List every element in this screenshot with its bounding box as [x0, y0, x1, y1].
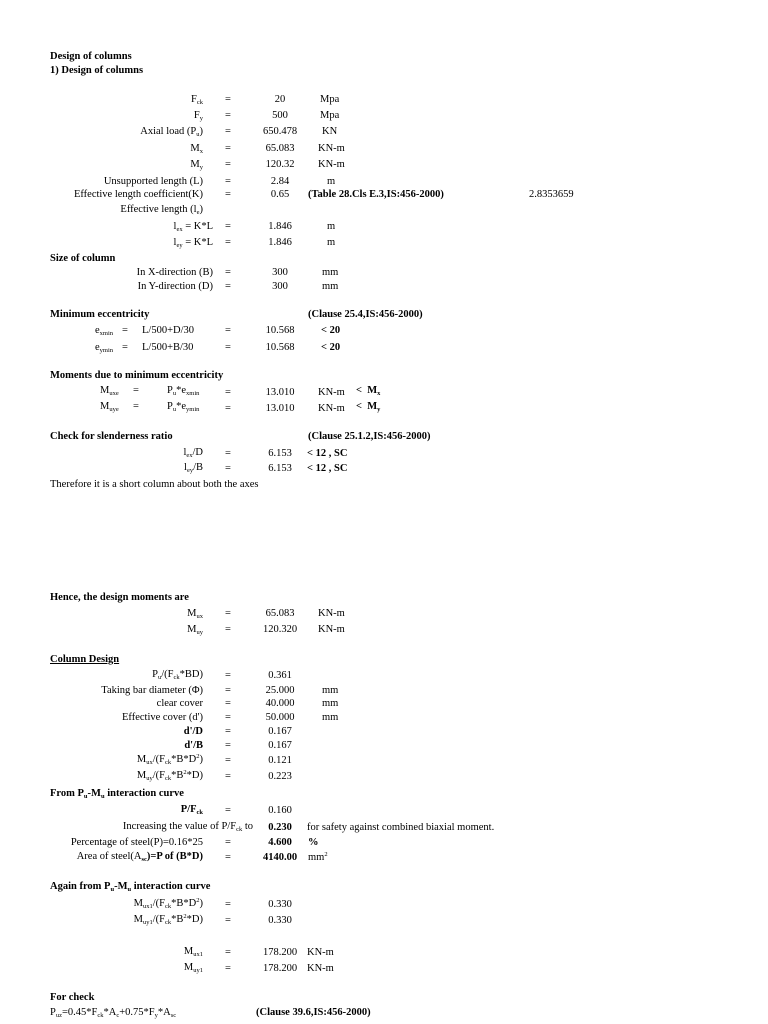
interaction-curve-2-heading: Again from $P_u-M_u$ interaction curve [50, 881, 211, 893]
lex-d-value: 6.153 [268, 448, 292, 459]
short-column-conclusion: Therefore it is a short column about both the axes [50, 479, 259, 490]
equals-sign: = [225, 670, 231, 681]
mux1-ratio-label: $M_{ux1}/(F_{ck}*B*D^2)$ [133, 897, 203, 910]
column-design-heading: Column Design [50, 654, 120, 665]
pu-ratio-value: 0.361 [268, 670, 292, 681]
mux1-value: 178.200 [262, 947, 298, 958]
equals-sign: = [225, 281, 231, 292]
effective-cover-unit: mm [322, 712, 339, 723]
mx-unit: KN-m [318, 143, 345, 154]
fy-value: 500 [272, 110, 288, 121]
equals-sign: = [225, 403, 231, 414]
k-side-value: 2.8353659 [529, 189, 574, 200]
equals-sign: = [225, 726, 231, 737]
k-reference: (Table 28.Cls E.3,IS:456-2000) [308, 189, 444, 200]
d-prime-b-label: d'/B [184, 740, 203, 751]
interaction-curve-heading: From $P_u-M_u$ interaction curve [50, 788, 184, 800]
slenderness-heading: Check for slenderness ratio [50, 431, 173, 442]
equals-sign: = [225, 126, 231, 137]
ley-b-value: 6.153 [268, 463, 292, 474]
equals-sign: = [225, 712, 231, 723]
equals-sign: = [225, 963, 231, 974]
muy-label: $M_{uy}$ [187, 624, 203, 636]
steel-percentage-unit: % [308, 837, 319, 848]
section-title: 1) Design of columns [50, 65, 144, 76]
steel-area-unit: $mm^2$ [308, 851, 328, 863]
bar-diameter-unit: mm [322, 685, 339, 696]
equals-sign: = [225, 94, 231, 105]
equals-sign: = [225, 698, 231, 709]
muxe-label: $M_{uxe}$ [100, 385, 119, 397]
steel-percentage-label: Percentage of steel(P)=0.16*25 [70, 837, 203, 848]
pu-ratio-label: $P_u/(F_{ck}*BD)$ [152, 669, 203, 681]
equals-sign: = [225, 342, 231, 353]
fck-value: 20 [274, 94, 286, 105]
check-heading: For check [50, 992, 95, 1003]
unsupported-length-value: 2.84 [270, 176, 290, 187]
p-fck-value: 0.160 [268, 805, 292, 816]
mux1-unit: KN-m [307, 947, 334, 958]
equals-sign: = [225, 947, 231, 958]
increase-value: 0.230 [268, 822, 292, 833]
axial-load-label: Axial load $(P_u)$ [140, 126, 203, 138]
d-label: In Y-direction (D) [137, 281, 213, 292]
design-moments-heading: Hence, the design moments are [50, 592, 189, 603]
eymin-formula: L/500+B/30 [142, 342, 194, 353]
p-fck-label: $P/F_{ck}$ [180, 804, 203, 816]
steel-area-value: 4140.00 [262, 852, 298, 863]
fy-unit: Mpa [320, 110, 340, 121]
equals-sign: = [225, 237, 231, 248]
muy1-label: $M_{uy1}$ [183, 962, 203, 974]
equals-sign: = [225, 387, 231, 398]
equals-sign: = [225, 608, 231, 619]
lex-label: $l_{ex} = K*L$ [173, 221, 213, 233]
ley-label: $l_{ey} = K*L$ [173, 237, 213, 249]
my-unit: KN-m [318, 159, 345, 170]
lex-value: 1.846 [268, 221, 292, 232]
axial-load-unit: KN [322, 126, 338, 137]
check-reference: (Clause 39.6,IS:456-2000) [256, 1007, 371, 1018]
exmin-value: 10.568 [265, 325, 295, 336]
b-label: In X-direction (B) [136, 267, 213, 278]
increase-note: for safety against combined biaxial moment. [307, 822, 495, 833]
muy1-unit: KN-m [307, 963, 334, 974]
axial-load-value: 650.478 [262, 126, 298, 137]
equals-sign: = [225, 755, 231, 766]
eymin-label: $e_{ymin}$ [95, 342, 114, 354]
exmin-formula: L/500+D/30 [142, 325, 195, 336]
ley-b-label: $l_{ey}/B$ [184, 462, 203, 474]
mux-label: $M_{ux}$ [187, 608, 203, 620]
equals-sign: = [225, 915, 231, 926]
mux1-label: $M_{ux1}$ [183, 946, 203, 958]
slenderness-reference: (Clause 25.1.2,IS:456-2000) [308, 431, 431, 442]
effective-cover-label: Effective cover (d') [122, 712, 203, 723]
eymin-value: 10.568 [265, 342, 295, 353]
my-label: $M_y$ [190, 159, 203, 171]
clear-cover-unit: mm [322, 698, 339, 709]
muye-eq: = [133, 401, 139, 412]
d-value: 300 [272, 281, 288, 292]
equals-sign: = [225, 852, 231, 863]
muy-value: 120.320 [262, 624, 298, 635]
mx-label: $M_x$ [190, 143, 203, 155]
equals-sign: = [225, 899, 231, 910]
eymin-eq: = [122, 342, 128, 353]
lex-d-compare: < 12 , SC [307, 448, 348, 459]
fy-label: $F_y$ [193, 110, 203, 122]
bar-diameter-label: Taking bar diameter (Φ) [101, 685, 203, 696]
muy-unit: KN-m [318, 624, 345, 635]
steel-area-label: Area of $steel(A_{sc})=P$ of (B*D) [76, 851, 203, 863]
lex-unit: m [327, 221, 336, 232]
muye-value: 13.010 [265, 403, 295, 414]
mux1-ratio-value: 0.330 [268, 899, 292, 910]
increase-label: Increasing the value of $P/F_{ck}$ to [122, 821, 253, 833]
mux-unit: KN-m [318, 608, 345, 619]
eymin-compare: < 20 [321, 342, 341, 353]
muy1-ratio-value: 0.330 [268, 915, 292, 926]
equals-sign: = [225, 685, 231, 696]
puz-formula: $P_{uz}=0.45*F_{ck}*A_c+0.75*F_y*A_{sc}$ [50, 1007, 177, 1019]
unsupported-length-label: Unsupported length (L) [103, 176, 203, 187]
ley-b-compare: < 12 , SC [307, 463, 348, 474]
muxe-eq: = [133, 385, 139, 396]
equals-sign: = [225, 267, 231, 278]
k-label: Effective length coefficient(K) [73, 189, 203, 200]
clear-cover-value: 40.000 [265, 698, 295, 709]
muxe-compare: < $M_x$ [356, 385, 381, 397]
muye-formula: $P_u*e_{ymin}$ [167, 401, 200, 413]
unsupported-length-unit: m [327, 176, 336, 187]
ley-value: 1.846 [268, 237, 292, 248]
d-prime-d-label: d'/D [183, 726, 203, 737]
fck-label: $F_{ck}$ [191, 94, 203, 106]
equals-sign: = [225, 463, 231, 474]
muxe-value: 13.010 [265, 387, 295, 398]
d-prime-b-value: 0.167 [268, 740, 292, 751]
exmin-label: $e_{xmin}$ [95, 325, 114, 337]
equals-sign: = [225, 805, 231, 816]
equals-sign: = [225, 176, 231, 187]
ecc-reference: (Clause 25.4,IS:456-2000) [308, 309, 423, 320]
equals-sign: = [225, 837, 231, 848]
d-prime-d-value: 0.167 [268, 726, 292, 737]
muye-label: $M_{uye}$ [100, 401, 119, 413]
equals-sign: = [225, 159, 231, 170]
mux-ratio-value: 0.121 [268, 755, 292, 766]
muxe-formula: $P_u*e_{xmin}$ [167, 385, 200, 397]
muye-compare: < $M_y$ [356, 401, 381, 413]
mux-value: 65.083 [265, 608, 295, 619]
equals-sign: = [225, 221, 231, 232]
exmin-eq: = [122, 325, 128, 336]
page-title: Design of columns [50, 51, 132, 62]
muy-ratio-label: $M_{uy}/(F_{ck}*B^2*D)$ [136, 769, 203, 782]
muye-unit: KN-m [318, 403, 345, 414]
equals-sign: = [225, 110, 231, 121]
steel-percentage-value: 4.600 [268, 837, 292, 848]
equals-sign: = [225, 448, 231, 459]
muy1-ratio-label: $M_{uy1}/(F_{ck}*B^2*D)$ [133, 913, 203, 926]
equals-sign: = [225, 189, 231, 200]
b-value: 300 [272, 267, 288, 278]
min-moment-heading: Moments due to minimum eccentricity [50, 370, 224, 381]
mx-value: 65.083 [265, 143, 295, 154]
k-value: 0.65 [270, 189, 290, 200]
mux-ratio-label: $M_{ux}/(F_{ck}*B*D^2)$ [136, 753, 203, 766]
bar-diameter-value: 25.000 [265, 685, 295, 696]
b-unit: mm [322, 267, 339, 278]
effective-length-label: Effective length $(l_e)$ [120, 204, 203, 216]
exmin-compare: < 20 [321, 325, 341, 336]
lex-d-label: $l_{ex}/D$ [183, 447, 203, 459]
ley-unit: m [327, 237, 336, 248]
equals-sign: = [225, 771, 231, 782]
equals-sign: = [225, 740, 231, 751]
equals-sign: = [225, 325, 231, 336]
muy-ratio-value: 0.223 [268, 771, 292, 782]
muxe-unit: KN-m [318, 387, 345, 398]
fck-unit: Mpa [320, 94, 340, 105]
effective-cover-value: 50.000 [265, 712, 295, 723]
equals-sign: = [225, 624, 231, 635]
my-value: 120.32 [265, 159, 295, 170]
size-heading: Size of column [50, 253, 116, 264]
d-unit: mm [322, 281, 339, 292]
equals-sign: = [225, 143, 231, 154]
ecc-heading: Minimum eccentricity [50, 309, 150, 320]
muy1-value: 178.200 [262, 963, 298, 974]
clear-cover-label: clear cover [156, 698, 203, 709]
